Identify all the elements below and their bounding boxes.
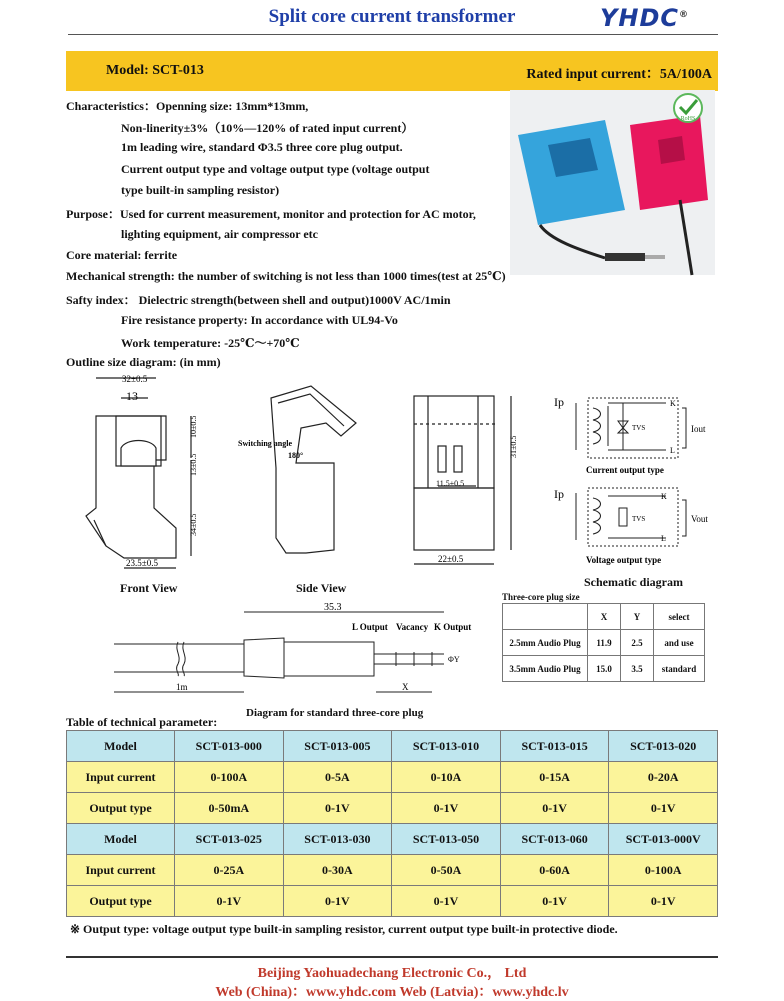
company-websites: Web (China)：www.yhdc.com Web (Latvia)：www.yhdc.lv [215,985,569,1000]
x-label: X [402,682,409,692]
schematic-ip-2: Ip [554,487,564,501]
purpose-text: Used for current measurement, monitor and protection for AC motor, [120,207,476,221]
dim-13: 13 [126,389,138,403]
voltage-output-caption: Voltage output type [586,555,662,565]
schematic-ip-1: Ip [554,395,564,409]
table-cell: SCT-013-025 [175,824,284,855]
table-cell: SCT-013-020 [609,731,718,762]
table-cell: 0-100A [175,762,284,793]
core-material: Core material: ferrite [66,248,178,262]
l-output-label: L Output [352,622,388,632]
table-row [503,630,705,656]
table-cell: SCT-013-030 [283,824,392,855]
table-cell: and use [654,630,705,656]
safety-line-3: Work temperature: -25℃～+70℃ [121,336,300,350]
table-cell: 0-30A [283,855,392,886]
characteristics-line-4: Current output type and voltage output type (voltage output [121,162,430,176]
spec-table [66,730,718,917]
table-cell: 3.5mm Audio Plug [503,656,588,682]
phi-y-label: ΦY [448,655,460,664]
table-cell: select [654,604,705,630]
rohs-text: RoHS [680,116,696,122]
dim-23: 23.5±0.5 [126,558,158,568]
table-cell: 0-1V [500,793,609,824]
table-cell: Y [621,604,654,630]
current-output-caption: Current output type [586,465,664,475]
table-row [503,656,705,682]
outline-diagram [66,368,518,600]
switching-180: 180° [288,451,304,460]
table-cell: 0-1V [609,886,718,917]
purpose-line-2: lighting equipment, air compressor etc [121,227,318,241]
mechanical-strength: Mechanical strength: the number of switching is not less than 1000 times(test at 25℃) [66,269,506,283]
table-cell: 11.9 [588,630,621,656]
table-cell: SCT-013-000V [609,824,718,855]
table-cell: SCT-013-005 [283,731,392,762]
switching-angle: Switching angle [238,439,293,448]
table-row [67,762,718,793]
one-m-label: 1m [176,682,188,692]
spec-table-heading: Table of technical parameter: [66,715,218,729]
front-view-label: Front View [120,581,178,595]
end-view-outline [414,396,494,488]
dim-31: 31±0.5 [509,435,518,458]
table-row [503,604,705,630]
characteristics-line-1 [66,97,308,114]
table-cell: SCT-013-000 [175,731,284,762]
table-cell: 0-1V [175,886,284,917]
schematic-l-1: L [670,446,675,455]
plug-size-table [502,603,705,682]
safety-line-1: Safty index： Dielectric strength(between shell and output)1000V AC/1min [66,293,451,307]
table-cell: Input current [67,855,175,886]
table-cell: X [588,604,621,630]
schematic-tvs-2: TVS [632,515,646,523]
table-cell: 0-25A [175,855,284,886]
yhdc-logo [600,4,689,32]
table-cell: 0-1V [392,793,501,824]
side-view-outline [271,386,356,553]
table-cell: 15.0 [588,656,621,682]
plug-diagram [114,602,474,710]
purpose-label: Purpose： [66,207,121,221]
table-cell: 0-60A [500,855,609,886]
outline-heading: Outline size diagram: (in mm) [66,355,221,369]
model-label: Model: SCT-013 [106,63,204,78]
page-title: Split core current transformer [268,6,516,27]
schematic-heading: Schematic diagram [584,575,683,589]
dim-13v: 13±0.5 [189,453,198,476]
table-cell: 0-5A [283,762,392,793]
table-cell: Model [67,731,175,762]
characteristics-text: Openning size: 13mm*13mm, [155,99,309,113]
schematic-diagram [548,388,718,573]
table-cell: 0-10A [392,762,501,793]
table-cell: 0-50A [392,855,501,886]
table-row [67,886,718,917]
table-cell: SCT-013-015 [500,731,609,762]
dim-11: 11.5±0.5 [436,479,465,488]
schematic-l-2: L [661,534,666,543]
table-cell: 0-1V [283,886,392,917]
blue-ct-opening [548,138,598,177]
table-cell: standard [654,656,705,682]
schematic-k-2: K [661,492,667,501]
company-name: Beijing Yaohuadechang Electronic Co.， Ltd [257,966,527,981]
side-view-label: Side View [296,581,347,595]
plug-table-title: Three-core plug size [502,592,580,602]
table-cell: 0-100A [609,855,718,886]
table-cell: 0-1V [500,886,609,917]
table-cell: 0-1V [609,793,718,824]
table-row [67,731,718,762]
table-row [67,793,718,824]
table-cell: 3.5 [621,656,654,682]
dim-32: 32±0.5 [122,374,148,384]
characteristics-line-5: type built-in sampling resistor) [121,183,280,197]
table-cell: 0-1V [283,793,392,824]
characteristics-line-2: Non-linerity±3%（10%—120% of rated input current） [121,121,414,135]
safety-line-2: Fire resistance property: In accordance with UL94-Vo [121,313,398,327]
product-photo [510,90,715,275]
output-type-note: ※ Output type: voltage output type built-in sampling resistor, current output type built-in protective diode. [70,922,618,936]
plug-length: 35.3 [324,602,342,613]
front-view-outline [86,416,176,558]
k-output-label: K Output [434,622,472,632]
characteristics-label: Characteristics： [66,99,156,113]
characteristics-line-3: 1m leading wire, standard Φ3.5 three core plug output. [121,140,403,154]
schematic-k-1: K [670,399,676,408]
model-band [66,51,718,91]
plug-tip [645,255,665,259]
schematic-iout: Iout [691,424,706,434]
table-cell: SCT-013-010 [392,731,501,762]
table-cell: SCT-013-050 [392,824,501,855]
footer-rule [66,956,718,958]
rated-current-label: Rated input current：5A/100A [526,67,712,82]
table-cell: Model [67,824,175,855]
purpose-line-1 [66,205,476,222]
table-cell: Output type [67,793,175,824]
table-cell: SCT-013-060 [500,824,609,855]
table-cell: 0-20A [609,762,718,793]
logo-text: YHDC [600,4,679,32]
table-cell: 0-15A [500,762,609,793]
plug-body [605,253,645,261]
dim-10: 10±0.5 [189,415,198,438]
schematic-vout: Vout [691,514,708,524]
schematic-tvs-1: TVS [632,424,646,432]
product-photo-art [510,90,715,275]
table-cell: 0-1V [392,886,501,917]
pink-ct-opening [658,136,685,164]
dim-22: 22±0.5 [438,554,464,564]
table-cell: Input current [67,762,175,793]
dim-34: 34±0.5 [189,513,198,536]
table-cell: 2.5mm Audio Plug [503,630,588,656]
table-cell [503,604,588,630]
registered-mark: ® [679,10,689,20]
table-cell: 2.5 [621,630,654,656]
table-cell: Output type [67,886,175,917]
vacancy-label: Vacancy [396,622,429,632]
header-rule [68,34,718,35]
table-row [67,855,718,886]
plug-caption: Diagram for standard three-core plug [246,707,424,719]
table-row [67,824,718,855]
table-cell: 0-50mA [175,793,284,824]
